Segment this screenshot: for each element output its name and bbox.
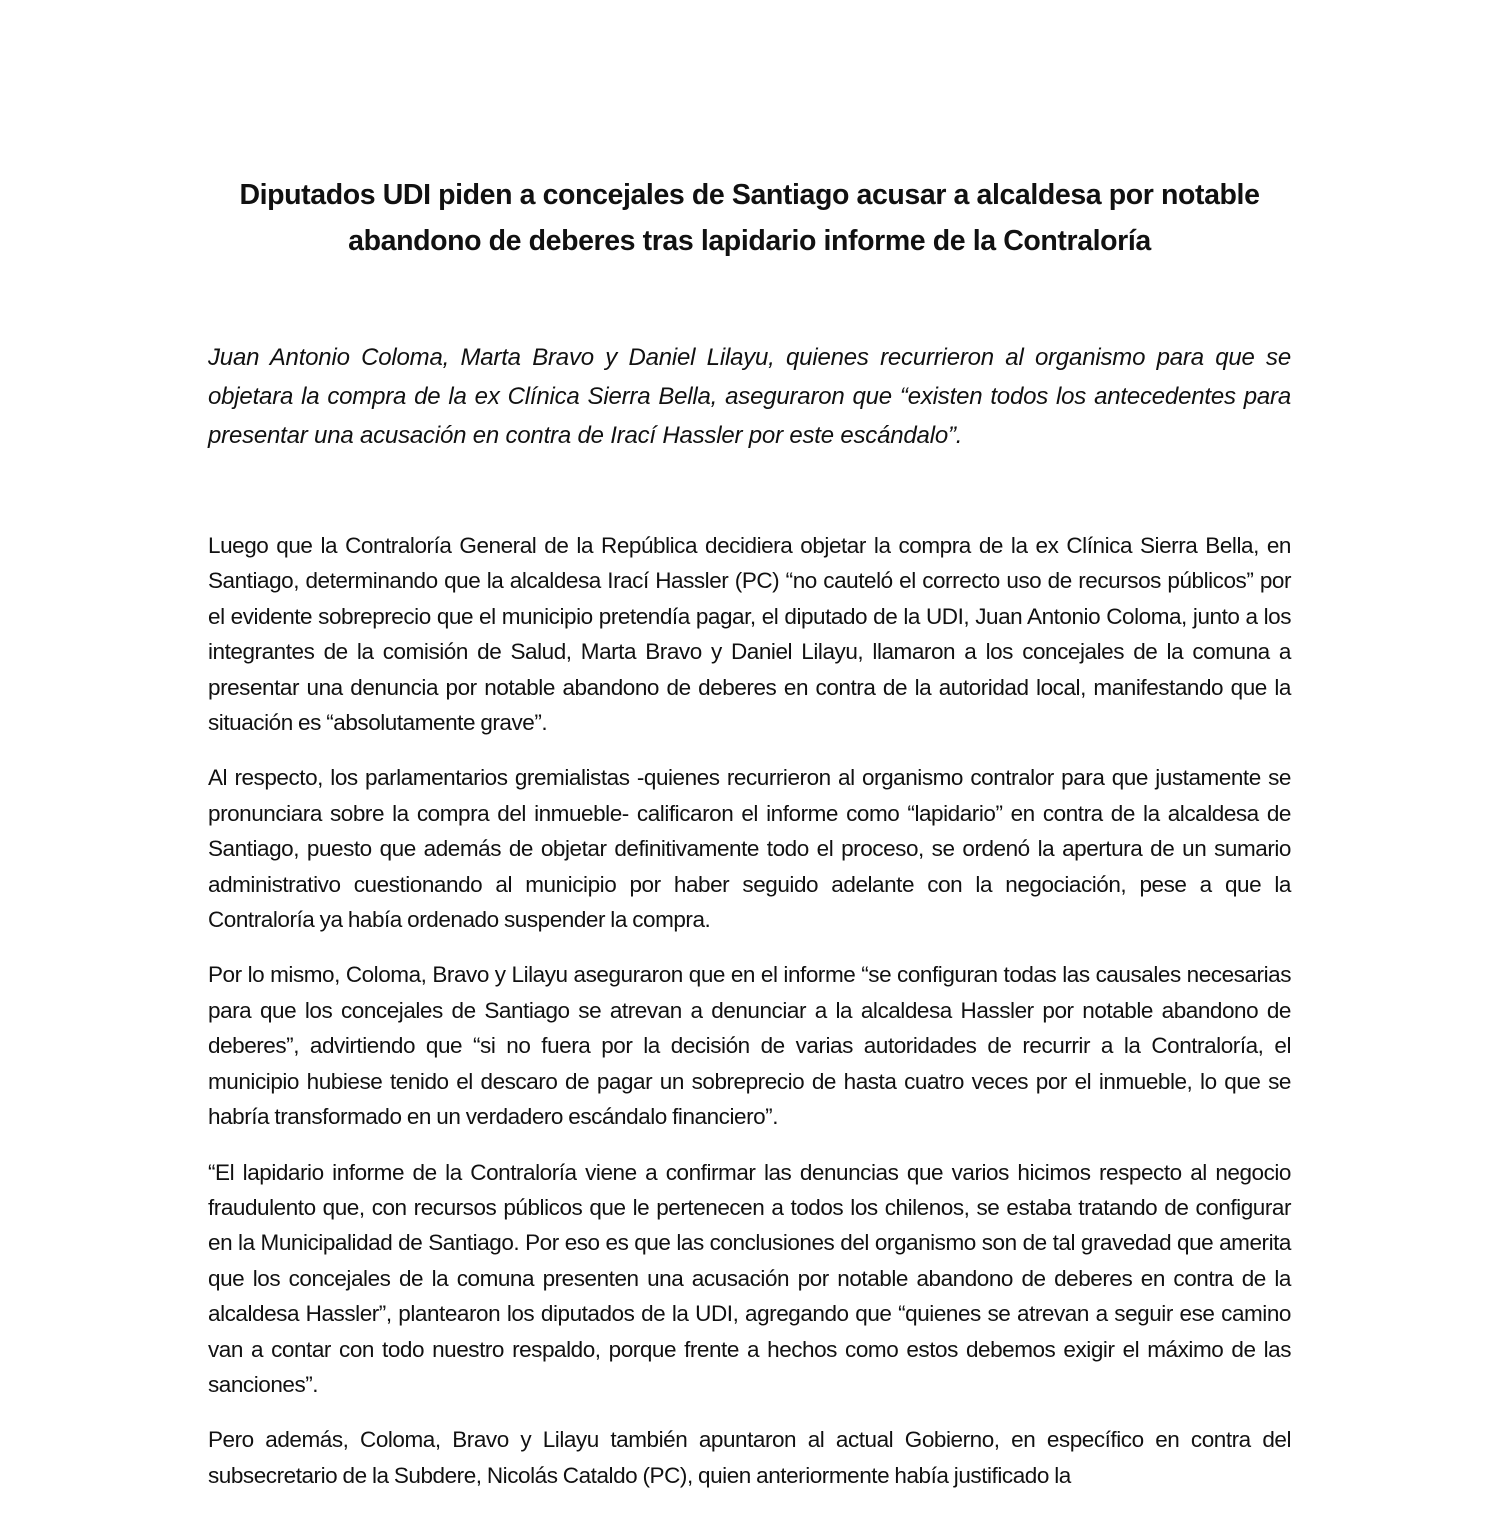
body-paragraph: Luego que la Contraloría General de la República decidiera objetar la compra de la ex Clínica Sierra Bella, en Santiago, determinando que la alcaldesa Irací Hassler (PC) “no cauteló el correcto uso de recursos públicos” por el evidente sobreprecio que el municipio pretendía pagar, el diputado de la UDI, Juan Antonio Coloma, junto a los integrantes de la comisión de Salud, Marta Bravo y Daniel Lilayu, llamaron a los concejales de la comuna a presentar una denuncia por notable abandono de deberes en contra de la autoridad local, manifestando que la situación es “absolutamente grave”. [208,533,1291,736]
document-body [208,528,1291,1513]
body-paragraph: “El lapidario informe de la Contraloría viene a confirmar las denuncias que varios hicimos respecto al negocio fraudulento que, con recursos públicos que le pertenecen a todos los chilenos, se estaba tratando de configurar en la Municipalidad de Santiago. Por eso es que las conclusiones del organismo son de tal gravedad que amerita que los concejales de la comuna presenten una acusación por notable abandono de deberes en contra de la alcaldesa Hassler”, plantearon los diputados de la UDI, agregando que “quienes se atrevan a seguir ese camino van a contar con todo nuestro respaldo, porque frente a hechos como estos debemos exigir el máximo de las sanciones”. [208,1159,1291,1397]
document-title: Diputados UDI piden a concejales de Santiago acusar a alcaldesa por notable abandono de deberes tras lapidario informe de la Contraloría [239,179,1260,257]
body-paragraph: Pero además, Coloma, Bravo y Lilayu también apuntaron al actual Gobierno, en específico en contra del subsecretario de la Subdere, Nicolás Cataldo (PC), quien anteriormente había justificado la [208,1427,1291,1488]
body-paragraph: Por lo mismo, Coloma, Bravo y Lilayu aseguraron que en el informe “se configuran todas las causales necesarias para que los concejales de Santiago se atrevan a denunciar a la alcaldesa Hassler por notable abandono de deberes”, advirtiendo que “si no fuera por la decisión de varias autoridades de recurrir a la Contraloría, el municipio hubiese tenido el descaro de pagar un sobreprecio de hasta cuatro veces por el inmueble, lo que se habría transformado en un verdadero escándalo financiero”. [208,962,1291,1130]
lead-paragraph: Juan Antonio Coloma, Marta Bravo y Daniel Lilayu, quienes recurrieron al organismo para que se objetara la compra de la ex Clínica Sierra Bella, aseguraron que “existen todos los antecedentes para presentar una acusación en contra de Irací Hassler por este escándalo”. [208,344,1291,449]
body-paragraph: Al respecto, los parlamentarios gremialistas -quienes recurrieron al organismo contralor para que justamente se pronunciara sobre la compra del inmueble- calificaron el informe como “lapidario” en contra de la alcaldesa de Santiago, puesto que además de objetar definitivamente todo el proceso, se ordenó la apertura de un sumario administrativo cuestionando al municipio por haber seguido adelante con la negociación, pese a que la Contraloría ya había ordenado suspender la compra. [208,765,1291,933]
